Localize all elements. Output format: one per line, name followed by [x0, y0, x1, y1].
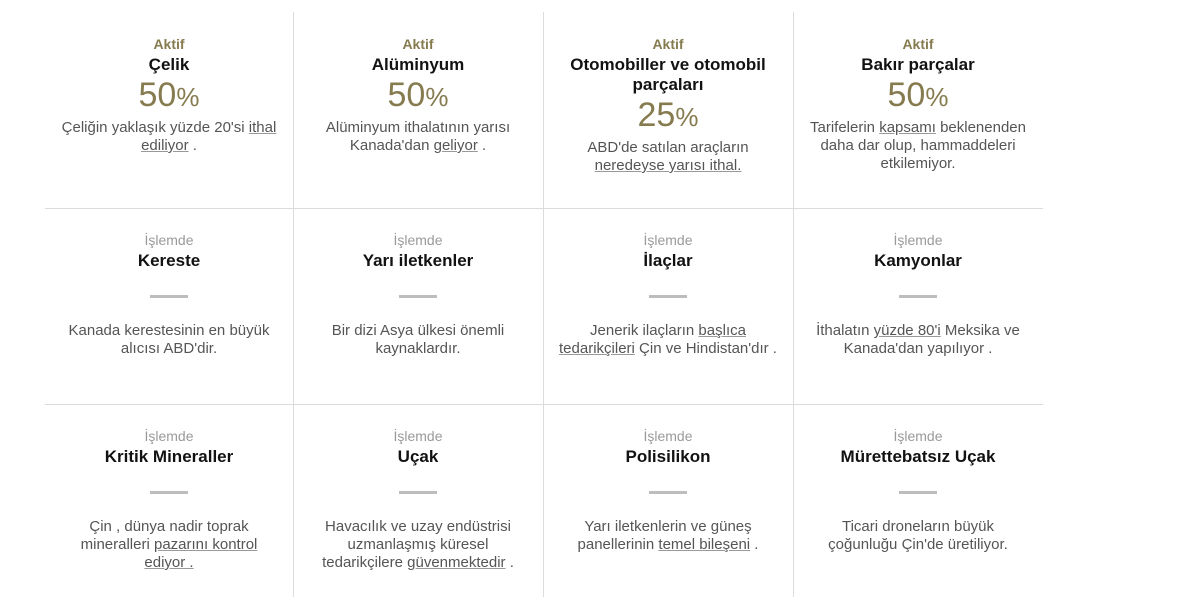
status-label: Aktif [652, 36, 684, 52]
description-text: Çin , dünya nadir toprak mineralleri [80, 518, 249, 553]
tariff-card-otomobiller [543, 12, 793, 208]
status-label: İşlemde [643, 232, 693, 248]
product-name: Kritik Mineraller [104, 447, 234, 466]
tariff-card-yari-iletkenler [293, 208, 543, 404]
percent-sign: % [675, 102, 699, 132]
description-text: Çin ve Hindistan'dır . [634, 340, 777, 357]
description-text: Kanada kerestesinin en büyük alıcısı ABD'dir. [68, 322, 270, 357]
description [308, 518, 528, 572]
description-text: Alüminyum ithalatının yarısı Kanada'dan [325, 119, 511, 154]
tariff-card-bakir [793, 12, 1043, 208]
tariff-rate [543, 95, 793, 137]
description-text: Meksika ve Kanada'dan yapılıyor . [843, 322, 1020, 357]
description-text: . [477, 137, 487, 154]
source-link[interactable]: temel bileşeni [658, 536, 751, 553]
source-link[interactable]: ithal ediliyor [141, 119, 277, 154]
description-text: Yarı iletkenlerin ve güneş panellerinin [577, 518, 752, 553]
active-tariffs-row [45, 12, 1043, 208]
product-name: Kamyonlar [874, 251, 962, 270]
description [558, 139, 778, 175]
no-rate-dash [649, 295, 687, 298]
description [59, 119, 279, 155]
description [808, 119, 1028, 173]
percent-sign: % [925, 82, 949, 112]
source-link[interactable]: geliyor [433, 137, 478, 154]
tariff-card-ilaclar [543, 208, 793, 404]
description-text: beklenenden daha dar olup, hammaddeleri etkilemiyor. [820, 119, 1026, 172]
status-label: İşlemde [893, 428, 943, 444]
description-text: . [188, 137, 197, 154]
description-text: Tarifelerin [810, 119, 880, 136]
tariff-rate [45, 75, 293, 117]
description-text: ABD'de satılan araçların [587, 139, 749, 156]
no-rate-dash [899, 295, 937, 298]
product-name: Otomobiller ve otomobil parçaları [570, 55, 766, 94]
tariff-card-kereste [45, 208, 293, 404]
no-rate-dash [899, 491, 937, 494]
description [558, 322, 778, 358]
tariff-card-aluminyum [293, 12, 543, 208]
status-label: Aktif [153, 36, 185, 52]
tariff-card-polisilikon [543, 404, 793, 597]
description [808, 322, 1028, 358]
tariff-card-kamyonlar [793, 208, 1043, 404]
description [558, 518, 778, 554]
tariff-rate-value: 25 [637, 96, 676, 134]
no-rate-dash [150, 491, 188, 494]
description [59, 322, 279, 358]
description [308, 322, 528, 358]
product-name: Uçak [397, 447, 439, 466]
status-label: İşlemde [643, 428, 693, 444]
source-link[interactable]: pazarını kontrol ediyor . [144, 536, 258, 571]
status-label: İşlemde [393, 232, 443, 248]
tariff-rate-value: 50 [387, 76, 426, 114]
tariff-card-kritik-mineraller [45, 404, 293, 597]
status-label: İşlemde [144, 232, 194, 248]
description-text: . [505, 554, 514, 571]
description [59, 518, 279, 572]
tariff-card-ucak [293, 404, 543, 597]
source-link[interactable]: neredeyse yarısı ithal. [594, 157, 742, 174]
percent-sign: % [425, 82, 449, 112]
source-link[interactable]: başlıca tedarikçileri [559, 322, 746, 357]
product-name: Çelik [148, 55, 190, 74]
description-text: Havacılık ve uzay endüstrisi uzmanlaşmış küresel tedarikçilere [322, 518, 511, 571]
percent-sign: % [176, 82, 200, 112]
no-rate-dash [649, 491, 687, 494]
description-text: Jenerik ilaçların [590, 322, 699, 339]
pending-tariffs-row [45, 208, 1043, 404]
tariff-rate-value: 50 [138, 76, 177, 114]
product-name: Alüminyum [371, 55, 465, 74]
product-name: Bakır parçalar [861, 55, 975, 74]
description-text: . [750, 536, 759, 553]
description-text: Çeliğin yaklaşık yüzde 20'si [61, 119, 249, 136]
pending-tariffs-row [45, 404, 1043, 597]
status-label: İşlemde [144, 428, 194, 444]
product-name: Mürettebatsız Uçak [840, 447, 996, 466]
tariff-rate [293, 75, 543, 117]
source-link[interactable]: kapsamı [879, 119, 936, 136]
tariff-rate [793, 75, 1043, 117]
source-link[interactable]: güvenmektedir [407, 554, 506, 571]
no-rate-dash [399, 295, 437, 298]
product-name: Kereste [137, 251, 201, 270]
status-label: İşlemde [893, 232, 943, 248]
product-name: Yarı iletkenler [362, 251, 474, 270]
product-name: Polisilikon [625, 447, 711, 466]
no-rate-dash [150, 295, 188, 298]
description-text: Ticari droneların büyük çoğunluğu Çin'de üretiliyor. [828, 518, 1008, 553]
status-label: Aktif [902, 36, 934, 52]
source-link[interactable]: yüzde 80'i [873, 322, 941, 339]
description [808, 518, 1028, 554]
status-label: İşlemde [393, 428, 443, 444]
status-label: Aktif [402, 36, 434, 52]
product-name: İlaçlar [643, 251, 693, 270]
description-text: Bir dizi Asya ülkesi önemli kaynaklardır. [331, 322, 505, 357]
description-text: İthalatın [816, 322, 874, 339]
tariff-grid [45, 12, 1043, 597]
description [308, 119, 528, 155]
tariff-rate-value: 50 [887, 76, 926, 114]
tariff-card-celik [45, 12, 293, 208]
no-rate-dash [399, 491, 437, 494]
tariff-card-murettebatsiz-ucak [793, 404, 1043, 597]
